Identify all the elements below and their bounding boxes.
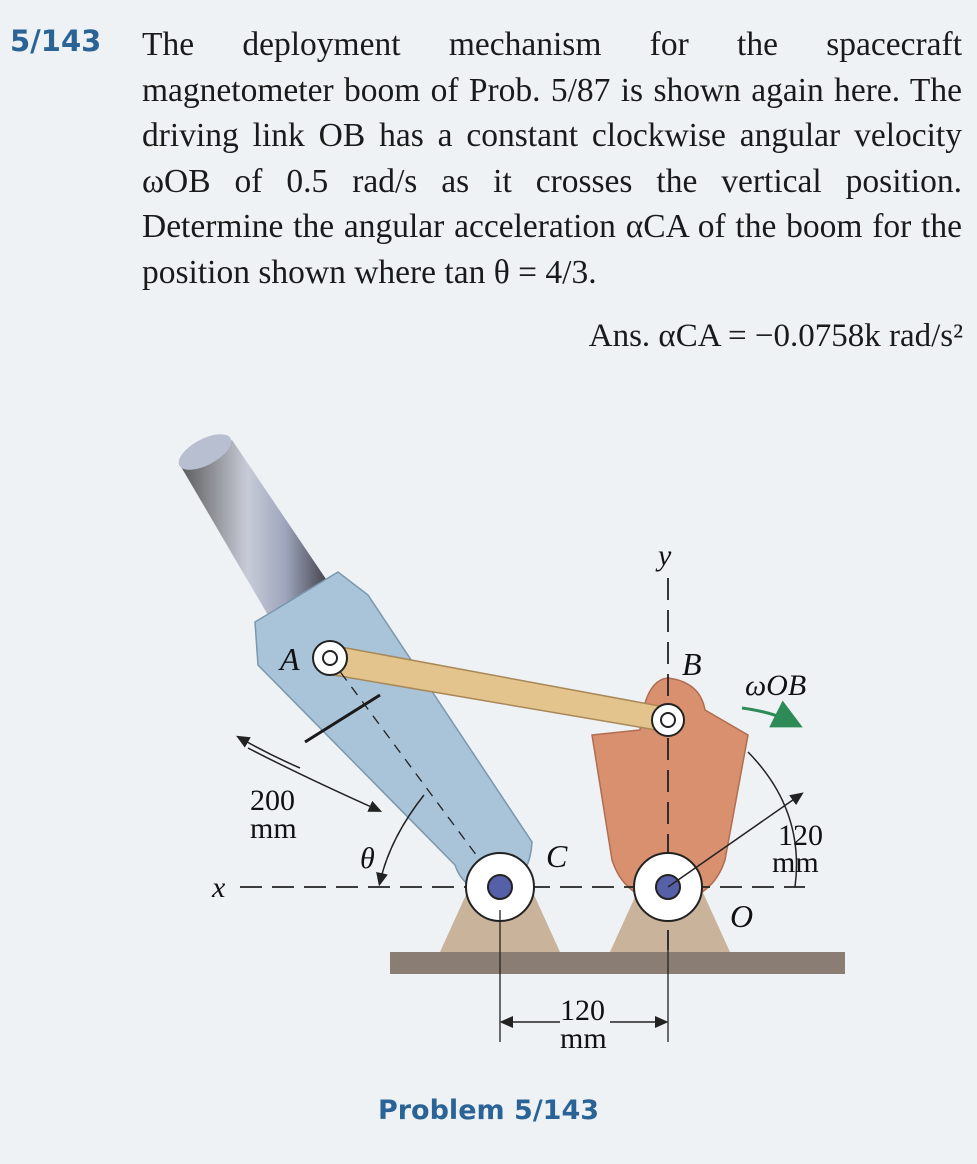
dim-200-value: 200 bbox=[250, 784, 295, 817]
ground-slab bbox=[390, 952, 845, 974]
label-theta: θ bbox=[360, 842, 375, 875]
label-y: y bbox=[658, 539, 672, 572]
dim-200-arc-start bbox=[240, 738, 300, 768]
dim-ob-value: 120 bbox=[778, 819, 823, 852]
label-c: C bbox=[546, 838, 568, 874]
pin-b bbox=[661, 713, 675, 727]
label-omega: ωOB bbox=[745, 669, 807, 702]
dim-ob-unit: mm bbox=[772, 846, 819, 879]
dim-co-value: 120 bbox=[560, 994, 605, 1027]
answer: Ans. αCA = −0.0758k rad/s² bbox=[588, 318, 963, 354]
omega-arrow bbox=[742, 708, 792, 722]
dim-200-unit: mm bbox=[250, 812, 297, 845]
dim-co-unit: mm bbox=[560, 1022, 607, 1055]
figure-caption: Problem 5/143 bbox=[377, 1095, 600, 1126]
label-o: O bbox=[730, 898, 754, 934]
label-b: B bbox=[682, 646, 702, 682]
label-x: x bbox=[212, 871, 226, 904]
problem-text: The deployment mechanism for the spacecraft magnetometer boom of Prob. 5/87 is shown again here. The driving link OB has a constant clockwise angular velocity ωOB of 0.5 rad/s as it crosses the vertical position. Determine the angular acceleration αCA of the boom for the position shown where tan θ = 4/3. bbox=[142, 26, 962, 291]
pin-a bbox=[323, 651, 337, 665]
label-a: A bbox=[280, 641, 300, 677]
problem-number: 5/143 bbox=[10, 24, 102, 58]
pin-c bbox=[488, 875, 512, 899]
mechanism-figure bbox=[0, 390, 977, 1080]
